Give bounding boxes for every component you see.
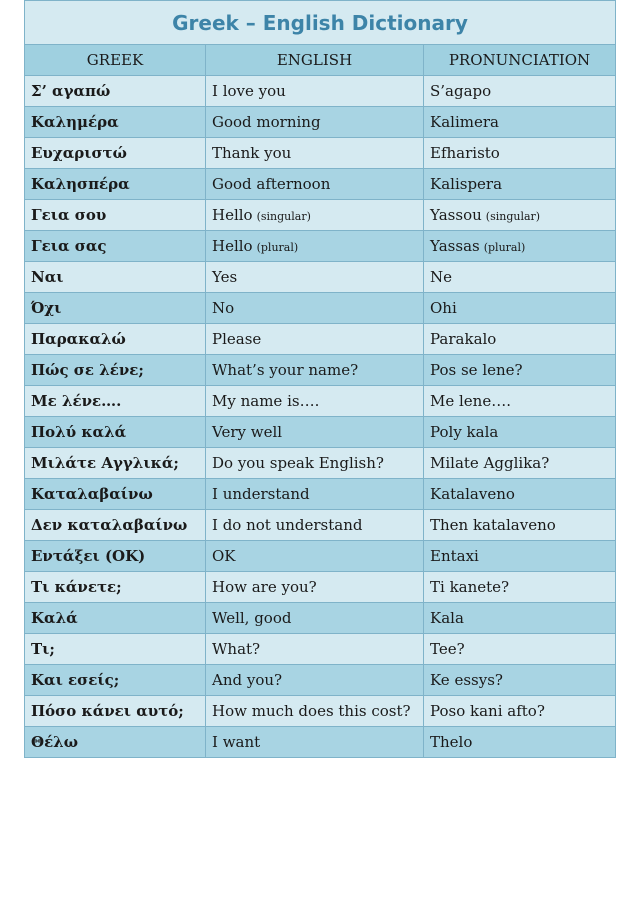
greek-cell-text: Πόσο κάνει αυτό;	[31, 702, 184, 720]
greek-cell-text: Εντάξει (ΟΚ)	[31, 547, 146, 565]
pronunciation-cell-text: Entaxi	[430, 547, 479, 565]
english-cell-text: Well, good	[212, 609, 292, 627]
pronunciation-cell	[424, 107, 616, 138]
pronunciation-cell-text: Tee?	[430, 640, 465, 658]
page-title: Greek – English Dictionary	[25, 1, 616, 45]
pronunciation-cell	[424, 634, 616, 665]
english-cell-text: What?	[212, 640, 261, 658]
english-cell	[206, 262, 424, 293]
english-cell	[206, 386, 424, 417]
pronunciation-cell	[424, 293, 616, 324]
english-cell	[206, 76, 424, 107]
greek-cell	[25, 386, 206, 417]
greek-cell	[25, 696, 206, 727]
english-cell	[206, 231, 424, 262]
pronunciation-cell	[424, 510, 616, 541]
english-cell-text: How are you?	[212, 578, 317, 596]
pronunciation-cell	[424, 417, 616, 448]
english-cell-text: Hello	[212, 237, 253, 255]
greek-cell-text: Καλησπέρα	[31, 175, 130, 193]
english-cell	[206, 293, 424, 324]
pronunciation-note: (plural)	[483, 241, 526, 254]
english-cell-text: And you?	[212, 671, 283, 689]
table-row	[25, 200, 616, 231]
greek-cell-text: Τι κάνετε;	[31, 578, 122, 596]
pronunciation-note: (singular)	[485, 210, 541, 223]
greek-cell	[25, 262, 206, 293]
table-row	[25, 634, 616, 665]
pronunciation-cell-text: S’agapo	[430, 82, 492, 100]
greek-cell-text: Γεια σου	[31, 206, 107, 224]
pronunciation-cell-text: Yassas	[430, 237, 480, 255]
greek-cell-text: Ναι	[31, 268, 64, 286]
pronunciation-cell	[424, 262, 616, 293]
greek-cell	[25, 417, 206, 448]
greek-cell-text: Και εσείς;	[31, 671, 120, 689]
pronunciation-cell-text: Yassou	[430, 206, 482, 224]
pronunciation-cell-text: Me lene….	[430, 392, 511, 410]
pronunciation-cell	[424, 76, 616, 107]
greek-cell-text: Ευχαριστώ	[31, 144, 127, 162]
pronunciation-cell-text: Kala	[430, 609, 464, 627]
pronunciation-cell-text: Kalimera	[430, 113, 499, 131]
greek-cell	[25, 634, 206, 665]
pronunciation-cell	[424, 324, 616, 355]
english-cell	[206, 665, 424, 696]
english-cell	[206, 355, 424, 386]
greek-cell	[25, 510, 206, 541]
english-cell-text: How much does this cost?	[212, 702, 411, 720]
table-row	[25, 510, 616, 541]
english-cell-text: Hello	[212, 206, 253, 224]
greek-cell-text: Μιλάτε Αγγλικά;	[31, 454, 179, 472]
greek-cell	[25, 169, 206, 200]
greek-cell	[25, 200, 206, 231]
english-cell	[206, 696, 424, 727]
pronunciation-cell-text: Ohi	[430, 299, 457, 317]
table-row	[25, 541, 616, 572]
pronunciation-cell	[424, 665, 616, 696]
greek-cell	[25, 727, 206, 758]
greek-cell	[25, 293, 206, 324]
english-cell-text: My name is….	[212, 392, 320, 410]
table-row	[25, 262, 616, 293]
english-cell	[206, 603, 424, 634]
greek-cell-text: Με λένε….	[31, 392, 122, 410]
pronunciation-cell-text: Poly kala	[430, 423, 499, 441]
pronunciation-cell	[424, 231, 616, 262]
pronunciation-cell-text: Katalaveno	[430, 485, 515, 503]
greek-cell-text: Τι;	[31, 640, 55, 658]
english-cell-text: I understand	[212, 485, 310, 503]
pronunciation-cell	[424, 169, 616, 200]
english-cell-text: OK	[212, 547, 236, 565]
pronunciation-cell-text: Poso kani afto?	[430, 702, 545, 720]
english-cell	[206, 107, 424, 138]
greek-cell	[25, 76, 206, 107]
english-cell-text: Good morning	[212, 113, 321, 131]
table-row	[25, 355, 616, 386]
table-row	[25, 448, 616, 479]
table-row	[25, 293, 616, 324]
greek-cell	[25, 665, 206, 696]
english-cell	[206, 138, 424, 169]
pronunciation-cell	[424, 572, 616, 603]
table-row	[25, 76, 616, 107]
pronunciation-cell-text: Kalispera	[430, 175, 503, 193]
table-row	[25, 665, 616, 696]
pronunciation-cell	[424, 541, 616, 572]
title-row	[25, 1, 616, 45]
english-cell-text: No	[212, 299, 235, 317]
pronunciation-cell-text: Parakalo	[430, 330, 497, 348]
table-row	[25, 138, 616, 169]
pronunciation-cell	[424, 696, 616, 727]
english-cell	[206, 324, 424, 355]
table-row	[25, 696, 616, 727]
greek-cell-text: Θέλω	[31, 733, 78, 751]
english-note: (singular)	[256, 210, 311, 223]
column-header-english: ENGLISH	[206, 45, 424, 76]
greek-cell-text: Σ’ αγαπώ	[31, 82, 111, 100]
pronunciation-cell-text: Pos se lene?	[430, 361, 523, 379]
pronunciation-cell-text: Ne	[430, 268, 453, 286]
table-row	[25, 324, 616, 355]
greek-cell	[25, 324, 206, 355]
table-row	[25, 479, 616, 510]
pronunciation-cell	[424, 603, 616, 634]
english-cell-text: Yes	[212, 268, 238, 286]
greek-cell	[25, 355, 206, 386]
greek-cell-text: Γεια σας	[31, 237, 107, 255]
english-cell	[206, 417, 424, 448]
table-row	[25, 231, 616, 262]
greek-cell	[25, 231, 206, 262]
greek-cell	[25, 107, 206, 138]
english-cell-text: Do you speak English?	[212, 454, 384, 472]
english-cell	[206, 200, 424, 231]
english-cell	[206, 541, 424, 572]
pronunciation-cell-text: Milate Agglika?	[430, 454, 550, 472]
english-cell-text: I love you	[212, 82, 286, 100]
pronunciation-cell-text: Ke essys?	[430, 671, 503, 689]
pronunciation-cell	[424, 355, 616, 386]
greek-cell-text: Πολύ καλά	[31, 423, 127, 441]
english-note: (plural)	[256, 241, 299, 254]
table-row	[25, 727, 616, 758]
header-row	[25, 45, 616, 76]
greek-cell	[25, 479, 206, 510]
english-cell	[206, 572, 424, 603]
table-row	[25, 169, 616, 200]
english-cell-text: Good afternoon	[212, 175, 331, 193]
pronunciation-cell-text: Then katalaveno	[430, 516, 556, 534]
greek-cell-text: Παρακαλώ	[31, 330, 126, 348]
english-cell	[206, 727, 424, 758]
pronunciation-cell	[424, 479, 616, 510]
english-cell	[206, 479, 424, 510]
column-header-pronunciation: PRONUNCIATION	[424, 45, 616, 76]
pronunciation-cell	[424, 727, 616, 758]
english-cell	[206, 510, 424, 541]
greek-cell-text: Καταλαβαίνω	[31, 485, 153, 503]
english-cell-text: Please	[212, 330, 262, 348]
table-row	[25, 417, 616, 448]
english-cell-text: What’s your name?	[212, 361, 359, 379]
table-row	[25, 603, 616, 634]
table-row	[25, 386, 616, 417]
english-cell	[206, 169, 424, 200]
pronunciation-cell-text: Ti kanete?	[430, 578, 510, 596]
greek-cell	[25, 603, 206, 634]
english-cell-text: Very well	[212, 423, 283, 441]
greek-cell-text: Καλά	[31, 609, 78, 627]
greek-cell	[25, 541, 206, 572]
english-cell-text: I want	[212, 733, 261, 751]
column-header-greek: GREEK	[25, 45, 206, 76]
greek-cell	[25, 572, 206, 603]
english-cell	[206, 634, 424, 665]
greek-cell	[25, 448, 206, 479]
pronunciation-cell-text: Thelo	[430, 733, 473, 751]
pronunciation-cell	[424, 386, 616, 417]
pronunciation-cell-text: Efharisto	[430, 144, 500, 162]
greek-cell	[25, 138, 206, 169]
table-row	[25, 572, 616, 603]
greek-cell-text: Πώς σε λένε;	[31, 361, 144, 379]
dictionary-table	[24, 0, 616, 758]
pronunciation-cell	[424, 448, 616, 479]
table-row	[25, 107, 616, 138]
english-cell	[206, 448, 424, 479]
pronunciation-cell	[424, 138, 616, 169]
greek-cell-text: Καλημέρα	[31, 113, 119, 131]
english-cell-text: Thank you	[212, 144, 292, 162]
greek-cell-text: Όχι	[31, 299, 62, 317]
pronunciation-cell	[424, 200, 616, 231]
greek-cell-text: Δεν καταλαβαίνω	[31, 516, 188, 534]
english-cell-text: I do not understand	[212, 516, 363, 534]
